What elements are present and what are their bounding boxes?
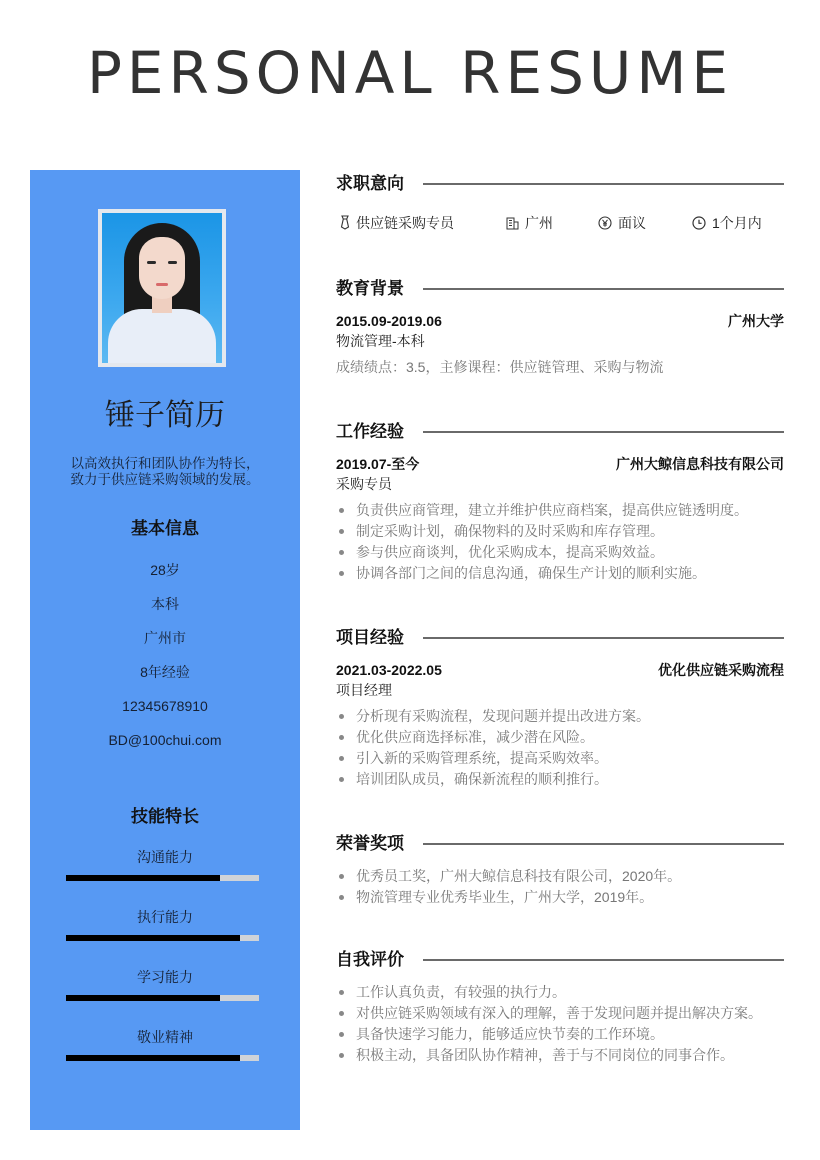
education-date: 2015.09-2019.06	[336, 313, 442, 329]
section-title: 求职意向	[336, 174, 404, 193]
sidebar	[30, 170, 300, 1130]
skill-bar-fill	[66, 875, 220, 881]
skill-item	[30, 967, 300, 987]
skill-label: 沟通能力	[137, 849, 193, 865]
intent-salary-label: 面议	[618, 215, 646, 231]
skill-bar	[66, 935, 259, 941]
skill-label: 学习能力	[137, 969, 193, 985]
building-icon	[506, 217, 519, 230]
skill-bar-fill	[66, 995, 220, 1001]
section-job-intent	[336, 170, 784, 231]
project-role: 项目经理	[336, 682, 392, 698]
skill-item	[30, 847, 300, 867]
skills-heading: 技能特长	[131, 807, 199, 826]
work-role: 采购专员	[336, 476, 392, 492]
list-item: 优秀员工奖，广州大鲸信息科技有限公司，2020年。	[336, 866, 784, 887]
list-item: 制定采购计划，确保物料的及时采购和库存管理。	[336, 521, 784, 542]
section-divider	[423, 431, 784, 433]
profile-photo-frame	[98, 209, 226, 367]
list-item: 对供应链采购领域有深入的理解，善于发现问题并提出解决方案。	[336, 1003, 784, 1024]
skill-bar-fill	[66, 1055, 240, 1061]
yen-icon	[598, 216, 612, 230]
intent-city	[506, 212, 553, 234]
project-bullets	[336, 706, 784, 790]
basic-info-heading: 基本信息	[131, 519, 199, 538]
work-company: 广州大鲸信息科技有限公司	[616, 456, 784, 472]
section-title: 工作经验	[336, 422, 404, 441]
intent-position-label: 供应链采购专员	[356, 215, 454, 231]
profile-photo	[102, 213, 222, 363]
list-item: 参与供应商谈判，优化采购成本，提高采购效益。	[336, 542, 784, 563]
info-age: 28岁	[150, 562, 180, 578]
section-divider	[423, 637, 784, 639]
list-item: 分析现有采购流程，发现问题并提出改进方案。	[336, 706, 784, 727]
list-item: 具备快速学习能力，能够适应快节奏的工作环境。	[336, 1024, 784, 1045]
intent-availability-label: 1个月内	[712, 215, 762, 231]
info-city: 广州市	[144, 630, 186, 646]
tie-icon	[340, 215, 350, 230]
list-item: 负责供应商管理，建立并维护供应商档案，提高供应链透明度。	[336, 500, 784, 521]
skill-bar	[66, 995, 259, 1001]
list-item: 物流管理专业优秀毕业生，广州大学，2019年。	[336, 887, 784, 908]
work-bullets	[336, 500, 784, 584]
info-education: 本科	[151, 596, 179, 612]
section-divider	[423, 843, 784, 845]
info-experience: 8年经验	[140, 664, 190, 680]
skill-item	[30, 907, 300, 927]
clock-icon	[692, 216, 706, 230]
section-divider	[423, 959, 784, 961]
intent-availability	[692, 212, 762, 234]
list-item: 协调各部门之间的信息沟通，确保生产计划的顺利实施。	[336, 563, 784, 584]
list-item: 优化供应商选择标准，减少潜在风险。	[336, 727, 784, 748]
project-name: 优化供应链采购流程	[658, 662, 784, 678]
section-title: 荣誉奖项	[336, 834, 404, 853]
list-item: 工作认真负责，有较强的执行力。	[336, 982, 784, 1003]
section-work-experience	[336, 418, 784, 584]
self-eval-bullets	[336, 982, 784, 1066]
intent-salary	[598, 212, 646, 234]
section-divider	[423, 183, 784, 185]
skill-bar	[66, 1055, 259, 1061]
basic-info-list	[30, 560, 300, 764]
section-title: 自我评价	[336, 950, 404, 969]
project-date: 2021.03-2022.05	[336, 662, 442, 678]
work-date: 2019.07-至今	[336, 456, 420, 472]
education-major: 物流管理-本科	[336, 333, 425, 349]
section-education	[336, 275, 784, 377]
page-title: PERSONAL RESUME	[86, 39, 734, 107]
section-divider	[423, 288, 784, 290]
info-phone: 12345678910	[122, 698, 208, 714]
list-item: 培训团队成员，确保新流程的顺利推行。	[336, 769, 784, 790]
awards-bullets	[336, 866, 784, 908]
section-title: 项目经验	[336, 628, 404, 647]
list-item: 引入新的采购管理系统，提高采购效率。	[336, 748, 784, 769]
candidate-name: 锤子简历	[105, 399, 225, 432]
section-title: 教育背景	[336, 279, 404, 298]
section-awards	[336, 830, 784, 908]
section-self-evaluation	[336, 946, 784, 1066]
intent-city-label: 广州	[525, 215, 553, 231]
education-school: 广州大学	[728, 313, 784, 329]
list-item: 积极主动，具备团队协作精神，善于与不同岗位的同事合作。	[336, 1045, 784, 1066]
skill-label: 执行能力	[137, 909, 193, 925]
skill-label: 敬业精神	[137, 1029, 193, 1045]
skill-bar-fill	[66, 935, 240, 941]
motto-line-2: 致力于供应链采购领域的发展。	[70, 472, 260, 487]
section-project-experience	[336, 624, 784, 790]
skill-item	[30, 1027, 300, 1047]
motto	[50, 456, 280, 488]
job-intent-row	[336, 212, 784, 234]
education-detail: 成绩绩点：3.5，主修课程：供应链管理、采购与物流	[336, 359, 664, 375]
motto-line-1: 以高效执行和团队协作为特长，	[70, 456, 260, 471]
skill-bar	[66, 875, 259, 881]
intent-position	[340, 212, 454, 234]
info-email: BD@100chui.com	[108, 732, 222, 748]
